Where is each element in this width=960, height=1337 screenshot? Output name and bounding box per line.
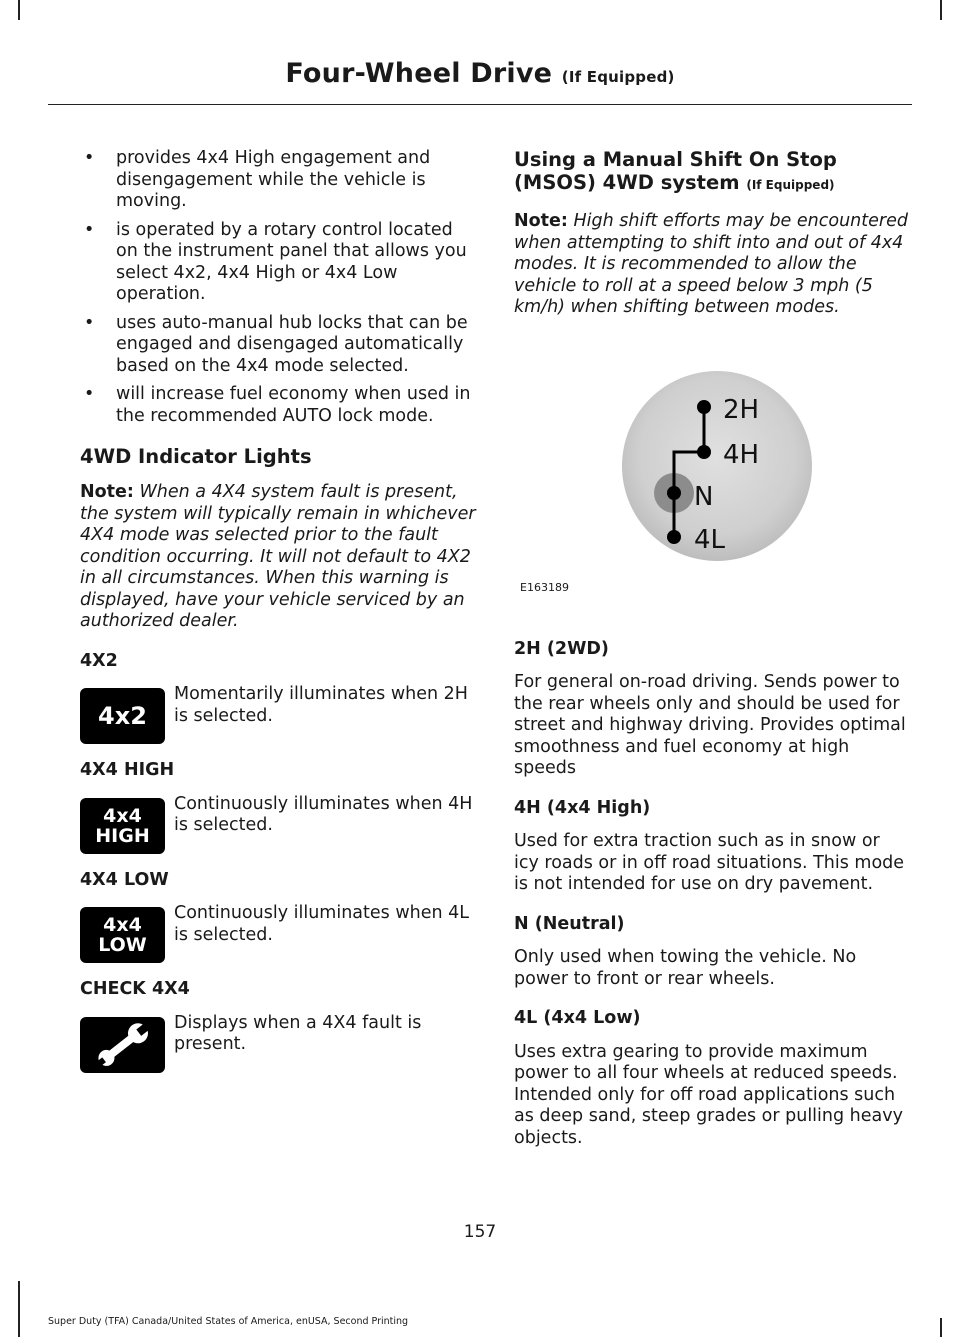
4wd-selector-figure [514, 319, 910, 619]
indicator-row-4x4-high [80, 794, 478, 862]
bullet-item [80, 148, 478, 213]
rotary-selector-diagram [514, 319, 910, 589]
4x4-low-indicator-icon [80, 907, 165, 963]
page-number: 157 [463, 1222, 497, 1242]
4x2-indicator-icon [80, 688, 165, 744]
indicator-heading-4x2: 4X2 [80, 650, 118, 671]
bullet-dot: • [84, 219, 95, 240]
mode-text-4l: Uses extra gearing to provide maximum power to all four wheels at reduced speeds. Intended only for off road applications such as deep sand, steep grades or pulling heavy objects. [514, 1041, 903, 1148]
bullet-item [80, 220, 478, 306]
4x4-high-indicator-icon [80, 798, 165, 854]
position-label-4l: 4L [694, 524, 726, 555]
note-label: Note: [80, 482, 134, 502]
figure-code: E163189 [520, 580, 569, 594]
indicator-row-4x2 [80, 684, 478, 752]
right-column [514, 148, 910, 1149]
note-text: High shift efforts may be encountered when attempting to shift into and out of 4x4 modes. It is recommended to allow the vehicle to roll at a speed below 3 mph (5 km/h) when shifting between modes. [514, 211, 908, 317]
wrench-icon [80, 1017, 165, 1073]
4x4-high-icon-bottom: HIGH [95, 824, 150, 847]
note-text: When a 4X4 system fault is present, the system will typically remain in whichever 4X4 mode was selected prior to the fault condition occurring. It will not default to 4X2 in all circumstances. When this warning is displayed, have your vehicle serviced by an authorized dealer. [80, 482, 476, 631]
bullet-text: is operated by a rotary control located on the instrument panel that allows you select 4x2, 4x4 High or 4x4 Low operation. [116, 219, 467, 304]
mode-text-n: Only used when towing the vehicle. No power to front or rear wheels. [514, 947, 857, 989]
crop-mark-bottom-right [940, 1318, 942, 1337]
bullet-dot: • [84, 312, 95, 333]
indicator-row-check-4x4 [80, 1013, 478, 1081]
indicator-description: Momentarily illuminates when 2H is selected. [174, 684, 468, 726]
indicator-heading-4x4-low: 4X4 LOW [80, 869, 169, 890]
header-rule [48, 104, 912, 105]
position-dot-4h [697, 445, 711, 459]
4x4-low-icon-bottom: LOW [98, 934, 147, 956]
4x4-high-icon-top: 4x4 [103, 804, 142, 827]
note-fault [80, 482, 478, 633]
position-label-2h: 2H [723, 394, 760, 425]
page-title [0, 58, 960, 89]
page-title-text: Four-Wheel Drive [285, 58, 553, 89]
mode-title-4l: 4L (4x4 Low) [514, 1008, 641, 1028]
left-column [80, 148, 478, 1081]
section-title-msos-suffix: (If Equipped) [746, 178, 835, 192]
bullet-text: will increase fuel economy when used in the recommended AUTO lock mode. [116, 384, 471, 426]
note-shift-effort [514, 211, 910, 319]
4x2-icon-label: 4x2 [98, 702, 147, 730]
bullet-text: uses auto-manual hub locks that can be engaged and disengaged automatically based on the 4x4 mode selected. [116, 312, 468, 376]
mode-title-2h: 2H (2WD) [514, 638, 609, 659]
position-label-4h: 4H [723, 439, 760, 470]
bullet-dot: • [84, 148, 95, 168]
position-dot-2h [697, 400, 711, 414]
position-label-n: N [694, 481, 714, 512]
feature-bullet-list [80, 148, 478, 427]
indicator-heading-4x4-high: 4X4 HIGH [80, 760, 175, 780]
bullet-dot: • [84, 384, 95, 404]
crop-mark-top-right [940, 0, 942, 20]
mode-text-2h: For general on-road driving. Sends power to the rear wheels only and should be used for street and highway driving. Provides optimal smoothness and fuel economy at high speeds [514, 672, 906, 778]
section-title-msos [514, 148, 910, 197]
position-dot-4l [667, 530, 681, 544]
position-dot-n [667, 486, 681, 500]
crop-mark-top-left [18, 0, 20, 20]
crop-mark-bottom-left [18, 1281, 20, 1337]
wrench-icon-graphic [92, 1023, 154, 1067]
indicator-row-4x4-low [80, 903, 478, 971]
4x4-low-icon-top: 4x4 [103, 914, 142, 936]
mode-title-n: N (Neutral) [514, 913, 625, 934]
mode-title-4h: 4H (4x4 High) [514, 797, 651, 818]
indicator-description: Continuously illuminates when 4H is selected. [174, 793, 473, 835]
page-title-suffix: (If Equipped) [561, 68, 675, 86]
indicator-description: Displays when a 4X4 fault is present. [174, 1012, 422, 1054]
bullet-item [80, 384, 478, 427]
bullet-item [80, 313, 478, 378]
indicator-description: Continuously illuminates when 4L is selected. [174, 903, 470, 945]
note-label: Note: [514, 211, 568, 231]
bullet-text: provides 4x4 High engagement and disengagement while the vehicle is moving. [116, 148, 431, 211]
section-title-indicator-lights: 4WD Indicator Lights [80, 445, 312, 468]
mode-text-4h: Used for extra traction such as in snow or icy roads or in off road situations. This mode is not intended for use on dry pavement. [514, 831, 905, 894]
indicator-heading-check-4x4: CHECK 4X4 [80, 979, 190, 999]
section-title-msos-text: Using a Manual Shift On Stop (MSOS) 4WD system [514, 148, 837, 194]
footer-text: Super Duty (TFA) Canada/United States of America, enUSA, Second Printing [48, 1316, 409, 1327]
